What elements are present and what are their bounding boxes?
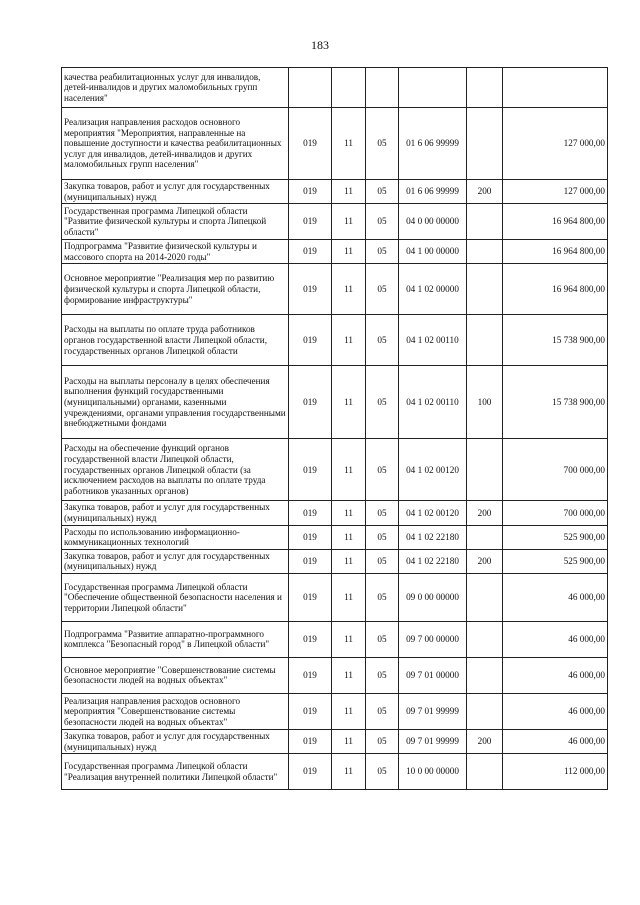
ministry-code-cell: 019 (289, 439, 332, 501)
subsection-code-cell: 05 (366, 108, 399, 180)
row-name-cell: Государственная программа Липецкой области "Обеспечение общественной безопасности населения и территории Липецкой области" (62, 573, 289, 621)
table-row (62, 264, 608, 315)
target-article-cell: 04 1 02 00120 (399, 439, 467, 501)
amount-cell: 46 000,00 (503, 657, 608, 693)
section-code-cell: 11 (332, 108, 366, 180)
amount-cell: 15 738 900,00 (503, 315, 608, 366)
subsection-code-cell: 05 (366, 264, 399, 315)
ministry-code-cell: 019 (289, 315, 332, 366)
expense-type-cell: 200 (467, 180, 503, 204)
target-article-cell: 04 0 00 00000 (399, 204, 467, 240)
expense-type-cell (467, 204, 503, 240)
table-row (62, 108, 608, 180)
subsection-code-cell: 05 (366, 204, 399, 240)
target-article-cell: 09 7 01 99999 (399, 693, 467, 729)
table-row (62, 204, 608, 240)
row-name-cell: Расходы на выплаты персоналу в целях обеспечения выполнения функций государственными (муниципальными) органами, казенными учреждениями, органами управления государственными внебюджетными фондами (62, 366, 289, 439)
section-code-cell: 11 (332, 204, 366, 240)
amount-cell (503, 68, 608, 108)
row-name-cell: Подпрограмма "Развитие аппаратно-программного комплекса "Безопасный город" в Липецкой области" (62, 621, 289, 657)
expense-type-cell (467, 264, 503, 315)
subsection-code-cell: 05 (366, 501, 399, 525)
target-article-cell: 10 0 00 00000 (399, 754, 467, 790)
section-code-cell: 11 (332, 366, 366, 439)
row-name-cell: качества реабилитационных услуг для инвалидов, детей-инвалидов и других маломобильных групп населения" (62, 68, 289, 108)
target-article-cell: 09 7 01 99999 (399, 729, 467, 753)
expense-type-cell: 200 (467, 501, 503, 525)
section-code-cell: 11 (332, 264, 366, 315)
amount-cell: 46 000,00 (503, 693, 608, 729)
target-article-cell: 04 1 02 00110 (399, 315, 467, 366)
target-article-cell (399, 68, 467, 108)
subsection-code-cell: 05 (366, 315, 399, 366)
row-name-cell: Основное мероприятие "Совершенствование системы безопасности людей на водных объектах" (62, 657, 289, 693)
table-row (62, 573, 608, 621)
ministry-code-cell: 019 (289, 264, 332, 315)
table-row (62, 439, 608, 501)
page-number: 183 (311, 38, 329, 52)
amount-cell: 46 000,00 (503, 573, 608, 621)
ministry-code-cell: 019 (289, 549, 332, 573)
amount-cell: 16 964 800,00 (503, 240, 608, 264)
section-code-cell: 11 (332, 549, 366, 573)
expense-type-cell (467, 68, 503, 108)
amount-cell: 46 000,00 (503, 621, 608, 657)
table-row (62, 549, 608, 573)
row-name-cell: Закупка товаров, работ и услуг для государственных (муниципальных) нужд (62, 549, 289, 573)
row-name-cell: Расходы на обеспечение функций органов государственной власти Липецкой области, государственных органов Липецкой области (за исключением расходов на выплаты по оплате труда работников указанных органов) (62, 439, 289, 501)
target-article-cell: 01 6 06 99999 (399, 108, 467, 180)
row-name-cell: Государственная программа Липецкой области "Реализация внутренней политики Липецкой области" (62, 754, 289, 790)
ministry-code-cell: 019 (289, 693, 332, 729)
target-article-cell: 04 1 02 22180 (399, 549, 467, 573)
section-code-cell: 11 (332, 754, 366, 790)
amount-cell: 16 964 800,00 (503, 264, 608, 315)
table-row (62, 240, 608, 264)
table-row (62, 754, 608, 790)
subsection-code-cell: 05 (366, 729, 399, 753)
expense-type-cell (467, 621, 503, 657)
target-article-cell: 01 6 06 99999 (399, 180, 467, 204)
section-code-cell: 11 (332, 180, 366, 204)
ministry-code-cell: 019 (289, 180, 332, 204)
amount-cell: 525 900,00 (503, 549, 608, 573)
ministry-code-cell (289, 68, 332, 108)
section-code-cell: 11 (332, 621, 366, 657)
table-row (62, 693, 608, 729)
table-row (62, 657, 608, 693)
expense-type-cell: 200 (467, 729, 503, 753)
table-row (62, 729, 608, 753)
subsection-code-cell: 05 (366, 657, 399, 693)
section-code-cell: 11 (332, 315, 366, 366)
subsection-code-cell: 05 (366, 366, 399, 439)
row-name-cell: Подпрограмма "Развитие физической культуры и массового спорта на 2014-2020 годы" (62, 240, 289, 264)
table-row (62, 180, 608, 204)
amount-cell: 127 000,00 (503, 108, 608, 180)
budget-table (61, 67, 608, 790)
row-name-cell: Государственная программа Липецкой области "Развитие физической культуры и спорта Липецкой области" (62, 204, 289, 240)
expense-type-cell (467, 108, 503, 180)
expense-type-cell (467, 240, 503, 264)
expense-type-cell (467, 439, 503, 501)
row-name-cell: Закупка товаров, работ и услуг для государственных (муниципальных) нужд (62, 729, 289, 753)
table-row (62, 501, 608, 525)
section-code-cell: 11 (332, 439, 366, 501)
row-name-cell: Закупка товаров, работ и услуг для государственных (муниципальных) нужд (62, 180, 289, 204)
subsection-code-cell: 05 (366, 240, 399, 264)
target-article-cell: 04 1 00 00000 (399, 240, 467, 264)
section-code-cell: 11 (332, 240, 366, 264)
section-code-cell: 11 (332, 501, 366, 525)
target-article-cell: 09 0 00 00000 (399, 573, 467, 621)
subsection-code-cell: 05 (366, 180, 399, 204)
ministry-code-cell: 019 (289, 108, 332, 180)
expense-type-cell (467, 693, 503, 729)
ministry-code-cell: 019 (289, 525, 332, 549)
subsection-code-cell: 05 (366, 754, 399, 790)
expense-type-cell (467, 573, 503, 621)
amount-cell: 15 738 900,00 (503, 366, 608, 439)
expense-type-cell (467, 754, 503, 790)
target-article-cell: 09 7 01 00000 (399, 657, 467, 693)
amount-cell: 112 000,00 (503, 754, 608, 790)
amount-cell: 700 000,00 (503, 439, 608, 501)
row-name-cell: Реализация направления расходов основного мероприятия "Совершенствование системы безопасности людей на водных объектах" (62, 693, 289, 729)
target-article-cell: 09 7 00 00000 (399, 621, 467, 657)
row-name-cell: Реализация направления расходов основного мероприятия "Мероприятия, направленные на повышение доступности и качества реабилитационных услуг для инвалидов, детей-инвалидов и других маломобильных групп населения" (62, 108, 289, 180)
subsection-code-cell: 05 (366, 549, 399, 573)
expense-type-cell (467, 525, 503, 549)
section-code-cell: 11 (332, 657, 366, 693)
expense-type-cell: 100 (467, 366, 503, 439)
target-article-cell: 04 1 02 22180 (399, 525, 467, 549)
section-code-cell: 11 (332, 729, 366, 753)
table-row (62, 366, 608, 439)
row-name-cell: Расходы по использованию информационно-коммуникационных технологий (62, 525, 289, 549)
target-article-cell: 04 1 02 00110 (399, 366, 467, 439)
amount-cell: 127 000,00 (503, 180, 608, 204)
amount-cell: 16 964 800,00 (503, 204, 608, 240)
ministry-code-cell: 019 (289, 621, 332, 657)
amount-cell: 46 000,00 (503, 729, 608, 753)
ministry-code-cell: 019 (289, 501, 332, 525)
section-code-cell (332, 68, 366, 108)
subsection-code-cell: 05 (366, 525, 399, 549)
section-code-cell: 11 (332, 525, 366, 549)
row-name-cell: Основное мероприятие "Реализация мер по развитию физической культуры и спорта Липецкой области, формирование инфраструктуры" (62, 264, 289, 315)
ministry-code-cell: 019 (289, 657, 332, 693)
subsection-code-cell: 05 (366, 693, 399, 729)
target-article-cell: 04 1 02 00120 (399, 501, 467, 525)
expense-type-cell (467, 657, 503, 693)
table-row (62, 525, 608, 549)
table-row (62, 621, 608, 657)
ministry-code-cell: 019 (289, 754, 332, 790)
section-code-cell: 11 (332, 693, 366, 729)
amount-cell: 700 000,00 (503, 501, 608, 525)
amount-cell: 525 900,00 (503, 525, 608, 549)
target-article-cell: 04 1 02 00000 (399, 264, 467, 315)
subsection-code-cell: 05 (366, 573, 399, 621)
ministry-code-cell: 019 (289, 573, 332, 621)
table-row (62, 68, 608, 108)
expense-type-cell: 200 (467, 549, 503, 573)
ministry-code-cell: 019 (289, 729, 332, 753)
row-name-cell: Закупка товаров, работ и услуг для государственных (муниципальных) нужд (62, 501, 289, 525)
ministry-code-cell: 019 (289, 366, 332, 439)
ministry-code-cell: 019 (289, 240, 332, 264)
table-row (62, 315, 608, 366)
subsection-code-cell: 05 (366, 621, 399, 657)
section-code-cell: 11 (332, 573, 366, 621)
row-name-cell: Расходы на выплаты по оплате труда работников органов государственной власти Липецкой области, государственных органов Липецкой области (62, 315, 289, 366)
subsection-code-cell: 05 (366, 439, 399, 501)
expense-type-cell (467, 315, 503, 366)
subsection-code-cell (366, 68, 399, 108)
ministry-code-cell: 019 (289, 204, 332, 240)
